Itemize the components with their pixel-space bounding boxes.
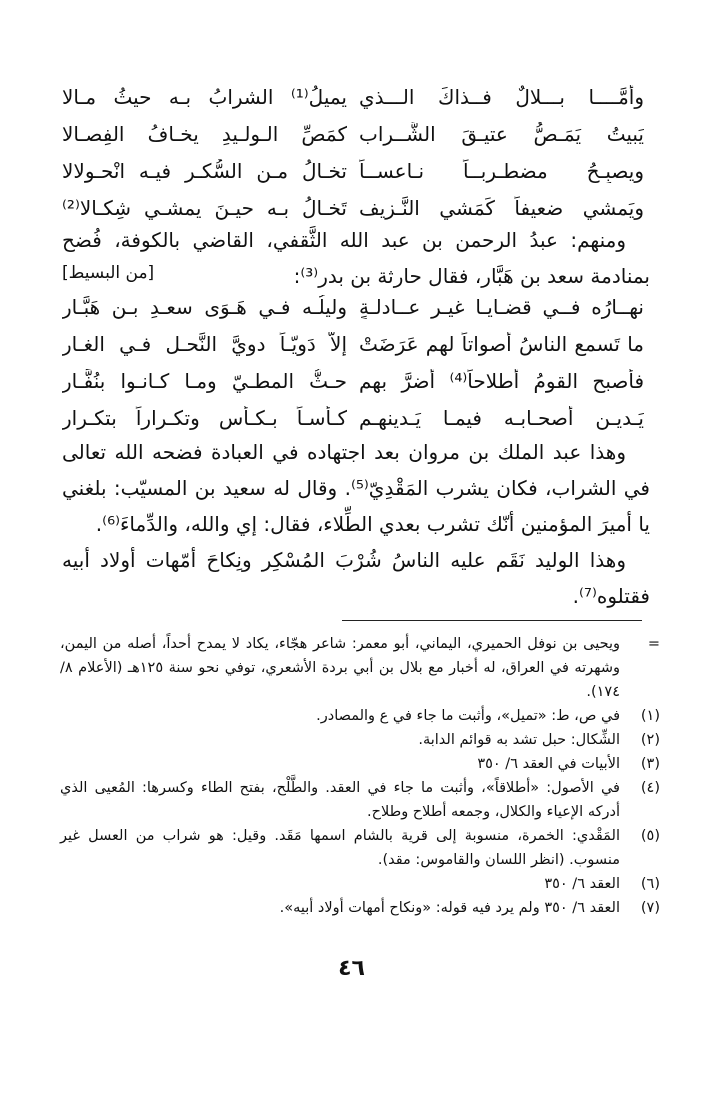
verse-second-hemistich: حـثُّ المطـيّ ومـا كـانـوا بنُفَّـار (62, 368, 347, 393)
footnote-number: (١) (640, 708, 660, 724)
footnote-number: (٥) (640, 828, 660, 844)
verse-second-hemistich: كـأسـاً بـكـأسٍ وتكـراراً بتكـرار (62, 405, 347, 430)
verse-first-hemistich: ويَمشي ضعيفاً كَمَشي النَّـزيف (359, 195, 644, 220)
footnote (60, 896, 660, 920)
paragraph-text: وهذا عبد الملك بن مروان بعد اجتهاده في العبادة فضحه الله تعالى في الشراب، فكان يشرب المَقْدِيّ⁽⁵⁾. وقال له سعيد بن المسيّب: بلغني يا أميرَ المؤمنين أنّك تشرب بعدي الطِّلاء، فقال: إي والله، والدِّماءَ⁽⁶⁾. (62, 440, 650, 536)
footnote-text: الأبيات في العقد ٦/ ٣٥٠ (477, 756, 620, 772)
verse-second-hemistich: تَخـالُ بـه حيـنَ يمشـي شِكـالا⁽²⁾ (62, 195, 347, 220)
verse-line (62, 288, 644, 325)
footnote-text: ويحيى بن نوفل الحميري، اليماني، أبو معمر: شاعر هجّاء، يكاد لا يمدح أحداً، أصله من اليمن، وشهرته في العراق، له أخبار مع بلال بن أبي بردة الأشعري، توفي نحو سنة ١٢٥هـ (الأعلام ٨/ ١٧٤). (60, 636, 620, 700)
verse-line (62, 115, 644, 152)
meter-line (62, 259, 650, 287)
verse-second-hemistich: تخـالُ مـن السُّكـر فيـه انْحـولالا (62, 158, 347, 183)
footnote-text: في ص، ط: «تميل»، وأثبت ما جاء في ع والمصادر. (316, 708, 620, 724)
footnote-number: = (647, 636, 660, 652)
footnote-number: (٦) (640, 876, 660, 892)
verse-line (62, 399, 644, 436)
footnote (60, 632, 660, 704)
footnote (60, 728, 660, 752)
verse-second-hemistich: يميلُ⁽¹⁾ الشرابُ بـه حيثُ مـالا (62, 84, 347, 109)
verse-second-hemistich: وليلُـه فـي هَـوَى سعـدِ بـن هَبَّـارِ (62, 294, 347, 319)
footnote-separator (342, 620, 642, 621)
footnote (60, 872, 660, 896)
paragraph-text: ومنهم: عبدُ الرحمن بن عبد الله الثَّقفي، القاضي بالكوفة، فُضح بمنادمة سعد بن هَبَّار، فقال حارثة بن بدر⁽³⁾: (62, 228, 650, 288)
verse-line (62, 362, 644, 399)
paragraph-abd-al-malik (62, 434, 650, 614)
footnote (60, 704, 660, 728)
poem-1 (62, 78, 644, 226)
verse-first-hemistich: وأَمَّــــا بـــلالٌ فــذاكَ الـــذي (359, 84, 644, 109)
footnote-text: المَقْدي: الخمرة، منسوبة إلى قرية بالشام اسمها مَقَد. وقيل: هو شراب من العسل غير منسوب. (انظر اللسان والقاموس: مقد). (60, 828, 620, 868)
verse-first-hemistich: يَـديـن أصحـابـه فيمـا يَـدينهـم (359, 405, 644, 430)
poem-2 (62, 288, 644, 436)
page-number: ٤٦ (338, 956, 365, 981)
footnote-number: (٢) (640, 732, 660, 748)
verse-second-hemistich: إلاَّ دَوِيّـاً دويَّ النَّحـل فـي الغـارِ (62, 331, 347, 356)
verse-first-hemistich: ويصبِـحُ مضطـربــاً نـاعســاً (359, 158, 644, 183)
footnote-text: الشِّكال: حبل تشد به قوائم الدابة. (418, 732, 620, 748)
verse-line (62, 152, 644, 189)
verse-first-hemistich: نهــارُه فــي قضـايـا غيـرِ عــادلـةٍ (359, 294, 644, 319)
footnote-number: (٧) (640, 900, 660, 916)
footnote (60, 776, 660, 824)
footnote (60, 824, 660, 872)
verse-line (62, 325, 644, 362)
verse-first-hemistich: يَبيتُ يَمَـصُّ عتيـقَ الشَّــراب (359, 121, 644, 146)
footnote (60, 752, 660, 776)
verse-first-hemistich: فأصبح القومُ أطلاحاً⁽⁴⁾ أضرَّ بهم (359, 368, 644, 393)
footnotes (60, 632, 660, 920)
verse-line (62, 189, 644, 226)
verse-line (62, 78, 644, 115)
meter-label: [من البسيط] (62, 263, 155, 283)
footnote-text: العقد ٦/ ٣٥٠ ولم يرد فيه قوله: «ونكاح أمهات أولاد أبيه». (279, 900, 620, 916)
verse-first-hemistich: ما تَسمع الناسُ أصواتاً لهم عَرَضَتْ (359, 331, 644, 356)
verse-second-hemistich: كمَصِّ الـولـيدِ يخـافُ الفِصـالا (62, 121, 347, 146)
footnote-number: (٤) (640, 780, 660, 796)
footnote-number: (٣) (640, 756, 660, 772)
footnote-text: العقد ٦/ ٣٥٠ (544, 876, 620, 892)
footnote-text: في الأصول: «أطلاقاً»، وأثبت ما جاء في العقد. والطَّلْح، بفتح الطاء وكسرها: المُعيى الذي أدركه الإعياء والكلال، وجمعه أطلاح وطلاح. (60, 780, 620, 820)
paragraph-text: وهذا الوليد نَقَم عليه الناسُ شُرْبَ المُسْكِر ونِكاحَ أمّهات أولاد أبيه فقتلوه⁽⁷⁾. (62, 548, 650, 608)
